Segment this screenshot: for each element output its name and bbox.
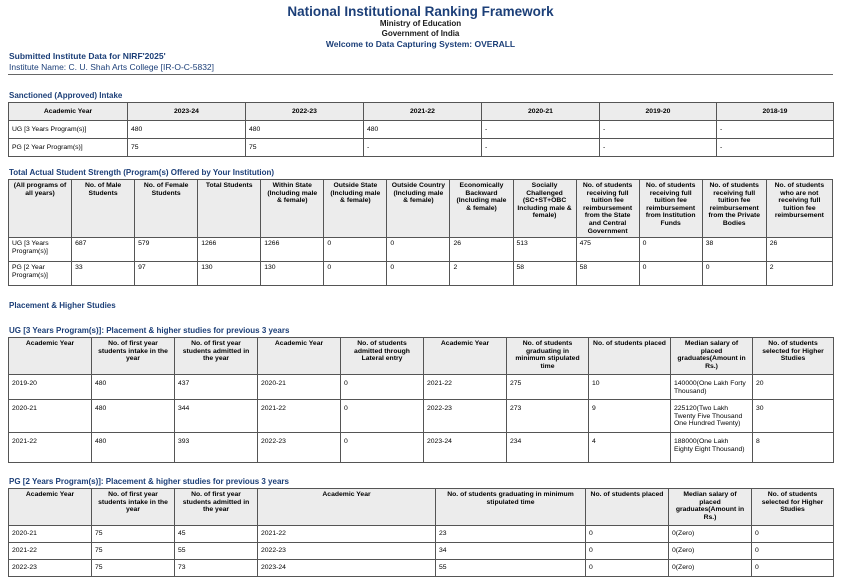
column-header: No. of first year students intake in the year — [92, 489, 175, 526]
table-cell: 0(Zero) — [669, 526, 752, 543]
table-cell: 130 — [198, 262, 261, 286]
column-header: No. of students selected for Higher Studies — [752, 489, 834, 526]
column-header: Median salary of placed graduates(Amount in Rs.) — [671, 338, 753, 375]
institute-name: Institute Name: C. U. Shah Arts College [IR-O-C-5832] — [9, 62, 215, 72]
column-header: No. of first year students intake in the year — [92, 338, 175, 375]
table-cell: 275 — [507, 375, 589, 400]
column-header: 2019-20 — [600, 103, 717, 121]
table-cell: 26 — [450, 238, 513, 262]
strength-title: Total Actual Student Strength (Program(s) Offered by Your Institution) — [9, 168, 275, 177]
table-row — [9, 139, 834, 157]
table-cell: 0 — [702, 262, 766, 286]
table-cell: 2022-23 — [258, 543, 436, 560]
column-header: No. of students admitted through Lateral entry — [341, 338, 424, 375]
placement-title: Placement & Higher Studies — [9, 301, 116, 310]
table-cell: 480 — [92, 375, 175, 400]
column-header: (All programs of all years) — [9, 180, 72, 238]
table-cell: 2 — [766, 262, 832, 286]
table-cell: 23 — [436, 526, 586, 543]
table-cell: - — [600, 121, 717, 139]
table-row — [9, 526, 834, 543]
table-cell: 2019-20 — [9, 375, 92, 400]
table-cell: 2023-24 — [424, 433, 507, 463]
table-header-row — [9, 338, 834, 375]
column-header: Socially Challenged (SC+ST+OBC Including male & female) — [513, 180, 576, 238]
table-cell: 0 — [341, 433, 424, 463]
table-cell: 2021-22 — [9, 543, 92, 560]
table-cell: 58 — [513, 262, 576, 286]
column-header: Total Students — [198, 180, 261, 238]
table-cell: 45 — [175, 526, 258, 543]
table-cell: 480 — [92, 400, 175, 433]
table-cell: 75 — [246, 139, 364, 157]
table-cell: 97 — [135, 262, 198, 286]
table-cell: - — [717, 139, 834, 157]
column-header: No. of students graduating in minimum stipulated time — [507, 338, 589, 375]
table-cell: 2021-22 — [258, 400, 341, 433]
table-row — [9, 543, 834, 560]
divider — [8, 74, 833, 75]
table-cell: 0 — [586, 560, 669, 577]
ug-placement-table — [8, 337, 834, 463]
table-header-row — [9, 103, 834, 121]
table-cell: 2023-24 — [258, 560, 436, 577]
table-cell: 480 — [128, 121, 246, 139]
table-cell: 1266 — [261, 238, 324, 262]
ug-placement-title: UG [3 Years Program(s)]: Placement & higher studies for previous 3 years — [9, 326, 290, 335]
table-row — [9, 400, 834, 433]
sanctioned-table — [8, 102, 834, 157]
table-cell: 0 — [586, 543, 669, 560]
column-header: Academic Year — [258, 338, 341, 375]
table-cell: 0 — [324, 238, 387, 262]
table-row — [9, 262, 833, 286]
table-cell: UG [3 Years Program(s)] — [9, 238, 72, 262]
column-header: 2018-19 — [717, 103, 834, 121]
pg-placement-title: PG [2 Years Program(s)]: Placement & higher studies for previous 3 years — [9, 477, 289, 486]
table-cell: 579 — [135, 238, 198, 262]
table-cell: 234 — [507, 433, 589, 463]
page-header — [0, 0, 841, 50]
table-cell: 188000(One Lakh Eighty Eight Thousand) — [671, 433, 753, 463]
column-header: No. of students placed — [586, 489, 669, 526]
table-row — [9, 238, 833, 262]
table-cell: 480 — [92, 433, 175, 463]
table-cell: 1266 — [198, 238, 261, 262]
table-cell: 30 — [753, 400, 834, 433]
table-cell: 2021-22 — [424, 375, 507, 400]
column-header: No. of students receiving full tuition fee reimbursement from the Private Bodies — [702, 180, 766, 238]
table-cell: 0(Zero) — [669, 543, 752, 560]
table-cell: 0 — [341, 400, 424, 433]
table-cell: 26 — [766, 238, 832, 262]
table-cell: 75 — [92, 543, 175, 560]
column-header: No. of students receiving full tuition fee reimbursement from Institution Funds — [639, 180, 702, 238]
column-header: Academic Year — [424, 338, 507, 375]
table-cell: 0(Zero) — [669, 560, 752, 577]
table-row — [9, 121, 834, 139]
table-cell: UG [3 Years Program(s)] — [9, 121, 128, 139]
table-cell: 0 — [586, 526, 669, 543]
table-cell: - — [364, 139, 482, 157]
column-header: 2022-23 — [246, 103, 364, 121]
table-cell: 2020-21 — [258, 375, 341, 400]
table-cell: 0 — [387, 238, 450, 262]
table-cell: 0 — [752, 526, 834, 543]
table-cell: 2020-21 — [9, 400, 92, 433]
submission-heading: Submitted Institute Data for NIRF'2025' — [9, 51, 166, 61]
table-cell: 130 — [261, 262, 324, 286]
column-header: Economically Backward (Including male & female) — [450, 180, 513, 238]
table-cell: - — [482, 121, 600, 139]
column-header: Academic Year — [9, 489, 92, 526]
table-row — [9, 560, 834, 577]
table-cell: 2022-23 — [258, 433, 341, 463]
table-cell: 0 — [324, 262, 387, 286]
column-header: No. of Male Students — [72, 180, 135, 238]
table-cell: 75 — [92, 526, 175, 543]
table-cell: 0 — [752, 543, 834, 560]
sanctioned-title: Sanctioned (Approved) Intake — [9, 91, 123, 100]
table-cell: 687 — [72, 238, 135, 262]
column-header: No. of first year students admitted in the year — [175, 338, 258, 375]
table-cell: 58 — [576, 262, 639, 286]
table-cell: 393 — [175, 433, 258, 463]
table-cell: - — [482, 139, 600, 157]
column-header: 2021-22 — [364, 103, 482, 121]
column-header: Median salary of placed graduates(Amount in Rs.) — [669, 489, 752, 526]
table-cell: 0 — [341, 375, 424, 400]
welcome-label: Welcome to Data Capturing System: OVERALL — [325, 39, 516, 49]
table-cell: 480 — [246, 121, 364, 139]
column-header: No. of first year students admitted in the year — [175, 489, 258, 526]
table-cell: PG [2 Year Program(s)] — [9, 139, 128, 157]
table-cell: 10 — [589, 375, 671, 400]
table-cell: 0 — [752, 560, 834, 577]
table-cell: 2021-22 — [258, 526, 436, 543]
table-cell: 38 — [702, 238, 766, 262]
table-row — [9, 375, 834, 400]
column-header: Academic Year — [9, 103, 128, 121]
table-cell: 75 — [92, 560, 175, 577]
table-cell: 437 — [175, 375, 258, 400]
table-cell: 9 — [589, 400, 671, 433]
table-cell: 475 — [576, 238, 639, 262]
column-header: No. of Female Students — [135, 180, 198, 238]
column-header: 2023-24 — [128, 103, 246, 121]
table-cell: 480 — [364, 121, 482, 139]
government-label: Government of India — [381, 29, 460, 38]
page-title: National Institutional Ranking Framework — [287, 4, 554, 19]
column-header: No. of students selected for Higher Studies — [753, 338, 834, 375]
column-header: Outside State (Including male & female) — [324, 180, 387, 238]
table-cell: 273 — [507, 400, 589, 433]
table-cell: - — [600, 139, 717, 157]
table-cell: 344 — [175, 400, 258, 433]
table-cell: - — [717, 121, 834, 139]
table-cell: 2022-23 — [424, 400, 507, 433]
pg-placement-table — [8, 488, 834, 577]
submission-info — [0, 51, 841, 73]
table-cell: 20 — [753, 375, 834, 400]
column-header: Academic Year — [258, 489, 436, 526]
column-header: Outside Country (Including male & female) — [387, 180, 450, 238]
table-cell: 2022-23 — [9, 560, 92, 577]
column-header: Academic Year — [9, 338, 92, 375]
table-cell: 55 — [175, 543, 258, 560]
table-cell: 2021-22 — [9, 433, 92, 463]
column-header: Within State (Including male & female) — [261, 180, 324, 238]
table-cell: 75 — [128, 139, 246, 157]
column-header: No. of students receiving full tuition fee reimbursement from the State and Central Government — [576, 180, 639, 238]
table-cell: 513 — [513, 238, 576, 262]
ministry-label: Ministry of Education — [379, 19, 462, 28]
table-cell: 2 — [450, 262, 513, 286]
table-cell: PG [2 Year Program(s)] — [9, 262, 72, 286]
table-cell: 225120(Two Lakh Twenty Five Thousand One Hundred Twenty) — [671, 400, 753, 433]
table-cell: 8 — [753, 433, 834, 463]
table-cell: 2020-21 — [9, 526, 92, 543]
table-cell: 34 — [436, 543, 586, 560]
table-cell: 33 — [72, 262, 135, 286]
table-header-row — [9, 489, 834, 526]
table-cell: 140000(One Lakh Forty Thousand) — [671, 375, 753, 400]
column-header: No. of students placed — [589, 338, 671, 375]
column-header: No. of students graduating in minimum stipulated time — [436, 489, 586, 526]
table-cell: 55 — [436, 560, 586, 577]
table-cell: 0 — [639, 262, 702, 286]
column-header: No. of students who are not receiving full tuition fee reimbursement — [766, 180, 832, 238]
table-cell: 0 — [639, 238, 702, 262]
table-header-row — [9, 180, 833, 238]
table-cell: 73 — [175, 560, 258, 577]
table-cell: 0 — [387, 262, 450, 286]
table-cell: 4 — [589, 433, 671, 463]
strength-table — [8, 179, 833, 286]
column-header: 2020-21 — [482, 103, 600, 121]
table-row — [9, 433, 834, 463]
